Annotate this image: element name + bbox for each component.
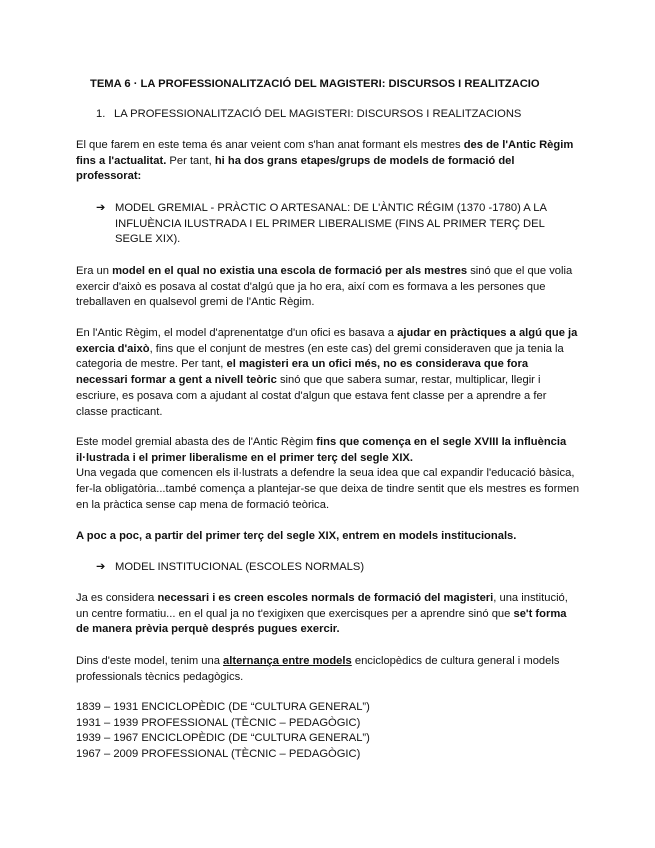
- section-number: 1.: [96, 108, 106, 120]
- para-c-bold-1: fins que comença en el segle XVIII la influència il·lustrada i el primer liberalisme en el primer terç del segle XIX.: [76, 436, 567, 464]
- para-d-bold: A poc a poc, a partir del primer terç del segle XIX, entrem en models institucionals.: [76, 530, 517, 542]
- section-heading-text: LA PROFESSIONALITZACIÓ DEL MAGISTERI: DISCURSOS I REALITZACIONS: [114, 108, 522, 120]
- timeline-row: 1939 – 1967 ENCICLOPÈDIC (DE “CULTURA GENERAL”): [76, 732, 370, 745]
- intro-text-1: El que farem en este tema és anar veient com s'han anat formant els mestres: [76, 139, 464, 151]
- arrow-right-icon: ➔: [96, 202, 106, 214]
- para-e-bold-2: se't forma de manera prèvia perquè després pugues exercir.: [76, 607, 567, 636]
- paragraph-escoles-normals: [76, 591, 580, 638]
- model-gremial-title: MODEL GREMIAL - PRÀCTIC O ARTESANAL: DE L'ÀNTIC RÉGIM (1370 -1780) A LA INFLUÈNCIA ILUSTRADA I EL PRIMER LIBERALISME (FINS AL PRIMER TERÇ DEL SEGLE XIX).: [115, 202, 547, 246]
- paragraph-transition: [76, 529, 580, 545]
- model-institucional-title: MODEL INSTITUCIONAL (ESCOLES NORMALS): [115, 561, 365, 573]
- timeline-row: 1839 – 1931 ENCICLOPÈDIC (DE “CULTURA GENERAL”): [76, 701, 370, 713]
- para-b-text-3: sinó que que sabera sumar, restar, multiplicar, llegir i escriure, es posava com a ajudant al costat d'algun que estava fent classe per a aprendre a fer classe practicant.: [76, 374, 547, 418]
- para-b-text-1: En l'Antic Règim, el model d'aprenentatge d'un ofici es basava a: [76, 327, 398, 339]
- paragraph-alternanca: [76, 654, 580, 685]
- list-item-model-gremial: [96, 201, 580, 248]
- timeline-row: 1931 – 1939 PROFESSIONAL (TÈCNIC – PEDAGÒGIC): [76, 716, 361, 729]
- para-c-text-1: Este model gremial abasta des de l'Antic Règim: [76, 436, 317, 448]
- para-c-text-2: Una vegada que comencen els il·lustrats a defendre la seua idea que cal expandir l'educació bàsica, fer-la obligatòria...també comença a plantejar-se que deixa de tindre sentit que els mestres es formen en la pràctica sense cap mena de formació teòrica.: [76, 467, 580, 511]
- para-b-bold-2: el magisteri era un ofici més, no es considerava que fora necessari formar a gent a nivell teòric: [76, 358, 529, 387]
- arrow-right-icon: ➔: [96, 561, 106, 573]
- intro-bold-1: des de l'Antic Règim fins a l'actualitat.: [76, 139, 574, 167]
- document-title: TEMA 6 · LA PROFESSIONALITZACIÓ DEL MAGISTERI: DISCURSOS I REALITZACIO: [90, 78, 540, 90]
- para-e-text-1: Ja es considera: [76, 592, 158, 604]
- intro-paragraph: [76, 138, 580, 185]
- para-a-bold-1: model en el qual no existia una escola de formació per als mestres: [112, 265, 468, 277]
- timeline-row: 1967 – 2009 PROFESSIONAL (TÈCNIC – PEDAGÒGIC): [76, 748, 361, 761]
- paragraph-model-scope: [76, 435, 580, 514]
- para-b-text-2: , fins que el conjunt de mestres (en este cas) del gremi consideraven que ja tenia la categoria de mestre. Per tant,: [76, 342, 564, 371]
- timeline-list: [76, 700, 580, 763]
- section-heading: [96, 107, 576, 123]
- intro-text-2: Per tant,: [166, 154, 215, 167]
- para-f-underlined: alternança entre models: [223, 655, 352, 667]
- list-item-model-institucional: [96, 560, 580, 576]
- paragraph-antic-regim: [76, 326, 580, 420]
- paragraph-gremial-definition: [76, 264, 580, 311]
- intro-bold-2: hi ha dos grans etapes/grups de models de formació del professorat:: [76, 154, 515, 183]
- para-e-text-2: , una institució, un centre formatiu... en el qual ja no t'exigixen que exercisques per a aprendre sinó que: [76, 592, 568, 620]
- para-f-text-2: enciclopèdics de cultura general i models professionals tècnics pedagògics.: [76, 655, 560, 683]
- para-b-bold-1: ajudar en pràctiques a algú que ja exercia d'això: [76, 327, 578, 355]
- para-a-text-1: Era un: [76, 265, 113, 277]
- para-a-text-2: sinó que el que volia exercir d'això es posava al costat d'algú que ja ho era, així com es formava a les persones que treballaven en qualsevol gremi de l'Antic Règim.: [76, 265, 573, 309]
- para-f-text-1: Dins d'este model, tenim una: [76, 655, 224, 667]
- para-e-bold-1: necessari i es creen escoles normals de formació del magisteri: [157, 592, 494, 604]
